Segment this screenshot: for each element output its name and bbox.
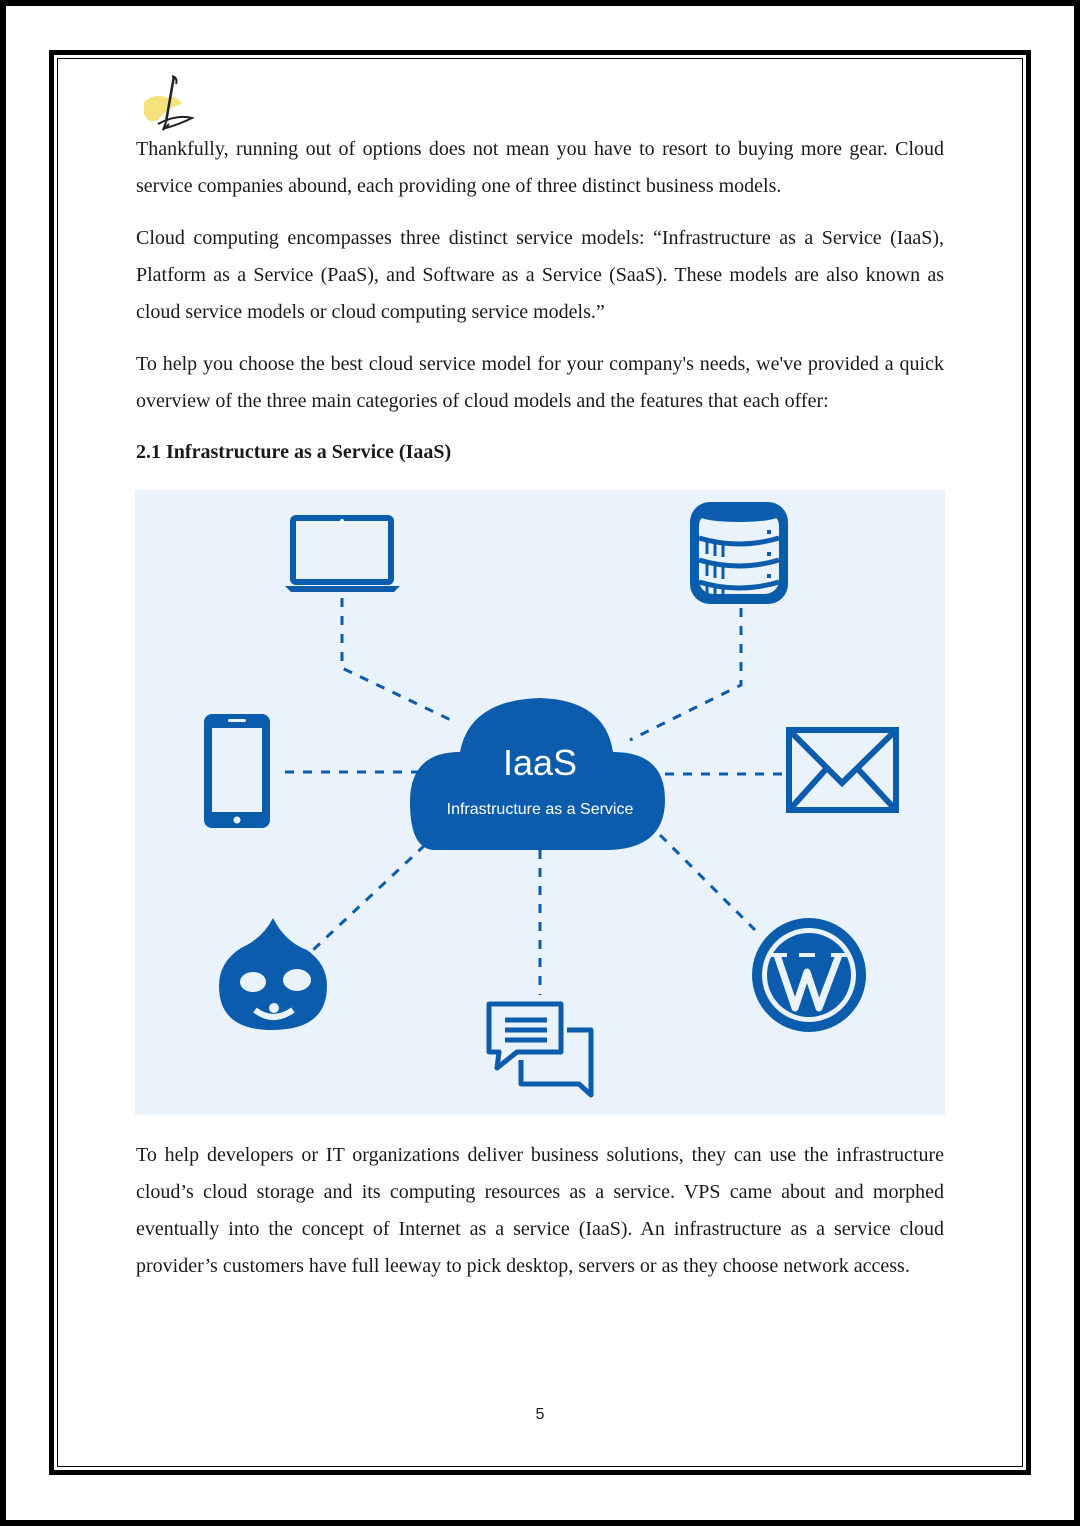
paragraph-iaas-description: To help developers or IT organizations deliver business solutions, they can use the infrastructure cloud’s cloud storage and its computing resources as a service. VPS came about and morphed eventually into the concept of Internet as a service (IaaS). An infrastructure as a service cloud provider’s customers have full leeway to pick desktop, servers or as they choose network access. bbox=[136, 1144, 944, 1277]
envelope-icon bbox=[789, 730, 896, 810]
chat-icon bbox=[489, 1004, 591, 1095]
section-heading-iaas: 2.1 Infrastructure as a Service (IaaS) bbox=[136, 441, 452, 463]
page-number: 5 bbox=[535, 1406, 545, 1423]
writing-pen-icon bbox=[136, 74, 198, 134]
cloud-title: IaaS bbox=[502, 742, 578, 783]
paragraph-cloud-companies: Thankfully, running out of options does not mean you have to resort to buying more gear. Cloud service companies abound, each providing one of three distinct business models. bbox=[136, 138, 944, 197]
mobile-phone-icon bbox=[204, 714, 270, 828]
database-icon bbox=[690, 502, 788, 604]
cloud-subtitle: Infrastructure as a Service bbox=[446, 801, 634, 818]
paragraph-service-models: Cloud computing encompasses three distinct service models: “Infrastructure as a Service (IaaS), Platform as a Service (PaaS), and Software as a Service (SaaS). These models are also known as cloud service models or cloud computing service models.” bbox=[136, 227, 944, 323]
iaas-diagram bbox=[135, 490, 945, 1115]
laptop-icon bbox=[285, 518, 400, 592]
drupal-icon bbox=[219, 918, 327, 1030]
wordpress-icon bbox=[752, 918, 866, 1032]
paragraph-overview: To help you choose the best cloud service model for your company's needs, we've provided a quick overview of the three main categories of cloud models and the features that each offer: bbox=[136, 353, 944, 412]
